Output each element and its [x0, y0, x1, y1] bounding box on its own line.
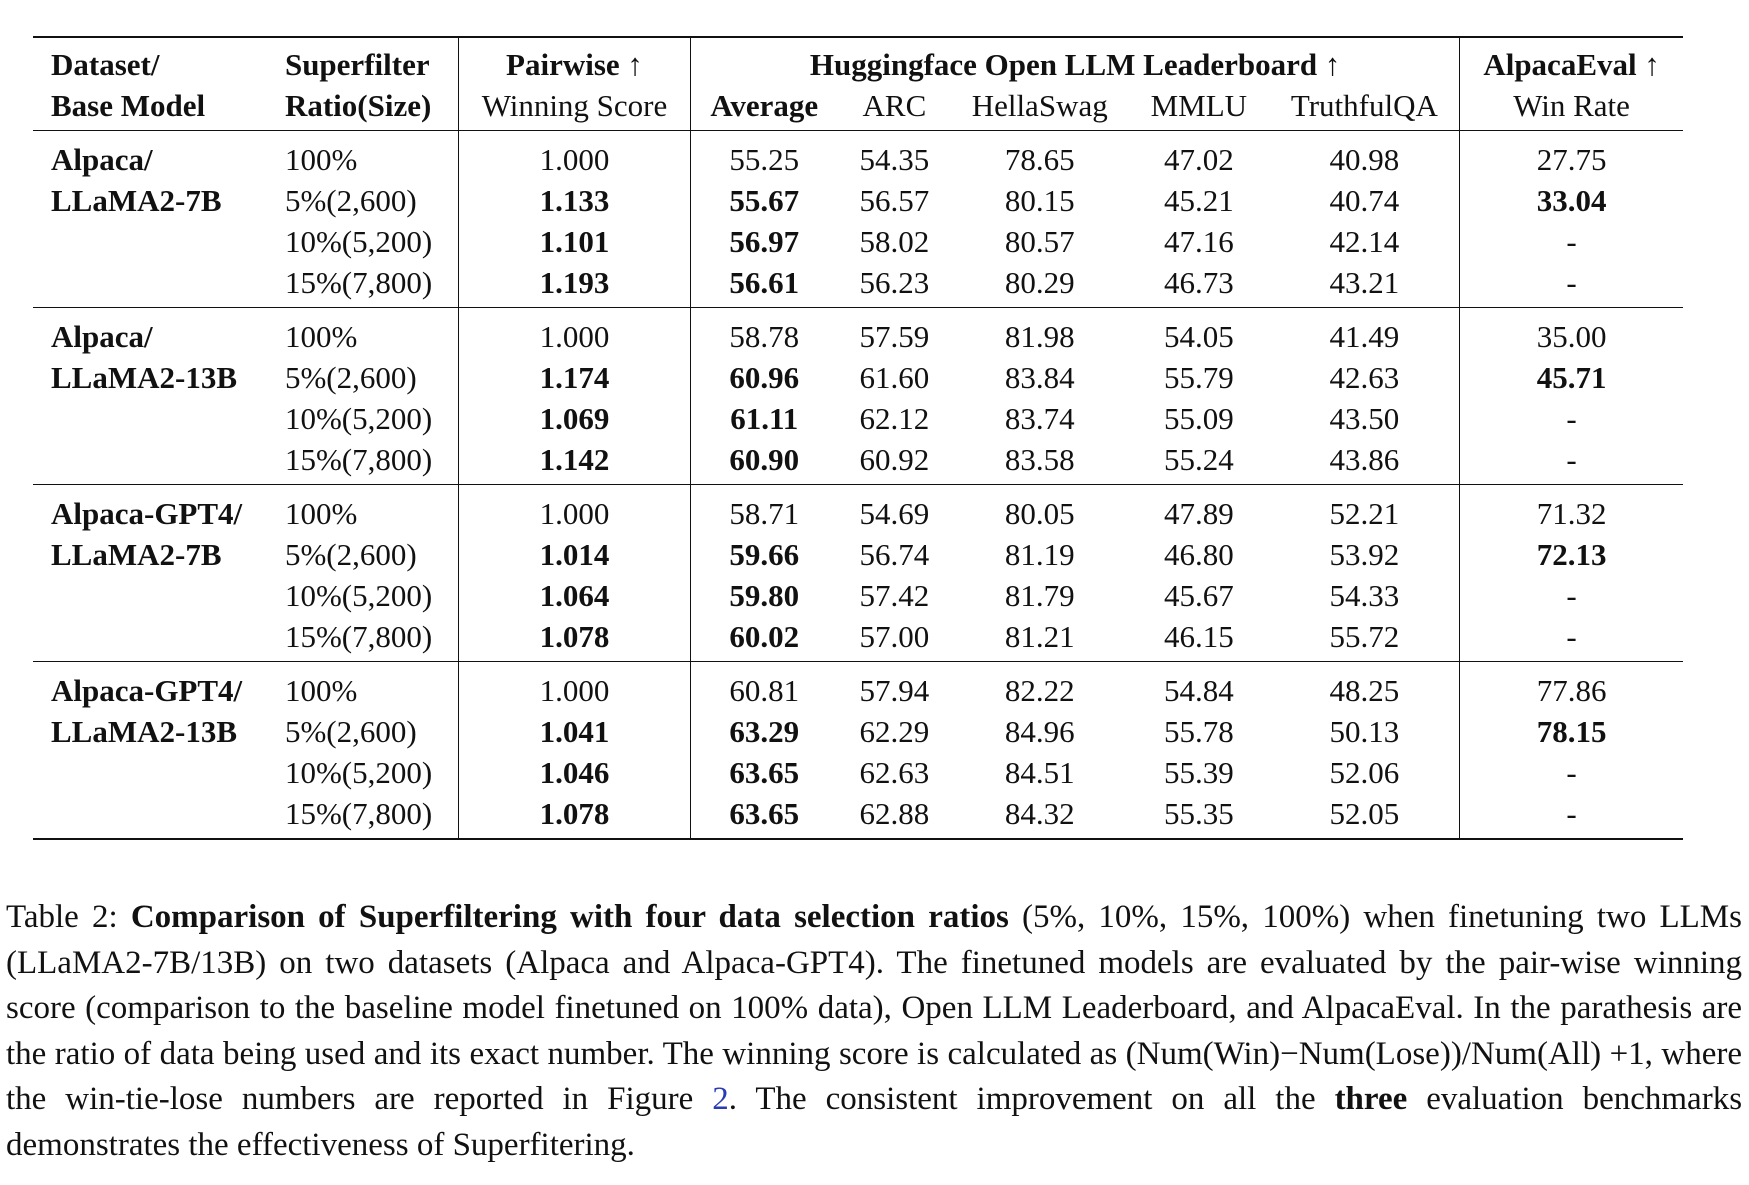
table-row [33, 752, 1683, 793]
header-alpacaeval: AlpacaEval ↑ [1460, 37, 1683, 85]
caption-label: Table 2: [6, 899, 118, 935]
cell-dataset-model [33, 221, 285, 262]
cell-hellaswag: 80.57 [1004, 224, 1075, 259]
cell-win-rate: - [1460, 398, 1683, 439]
table-row [33, 534, 1683, 575]
cell-truthfulqa: 43.21 [1329, 265, 1400, 300]
cell-pairwise: 1.041 [458, 711, 690, 752]
cell-average: 59.66 [691, 534, 838, 575]
cell-ratio: 5%(2,600) [284, 183, 417, 218]
caption-title: Comparison of Superfiltering with four data selection ratios [130, 899, 1009, 935]
cell-ratio: 10%(5,200) [284, 578, 433, 613]
cell-hellaswag: 84.51 [1004, 755, 1075, 790]
cell-truthfulqa: 52.21 [1329, 496, 1400, 531]
cell-average: 63.65 [691, 793, 838, 839]
cell-arc: 57.42 [859, 578, 930, 613]
header-dataset: Dataset/ [51, 47, 160, 82]
cell-truthfulqa: 52.05 [1329, 796, 1400, 831]
cell-win-rate: 33.04 [1460, 180, 1683, 221]
table-row [33, 793, 1683, 839]
cell-truthfulqa: 42.63 [1329, 360, 1400, 395]
cell-win-rate: 45.71 [1460, 357, 1683, 398]
cell-win-rate: - [1460, 221, 1683, 262]
table-row [33, 131, 1683, 181]
cell-win-rate: 72.13 [1460, 534, 1683, 575]
caption-text-3: evaluation benchmarks demonstrates the effectiveness of Superfitering. [6, 1081, 1743, 1163]
cell-pairwise: 1.133 [458, 180, 690, 221]
cell-truthfulqa: 42.14 [1329, 224, 1400, 259]
cell-dataset-model [33, 439, 285, 485]
cell-arc: 56.74 [859, 537, 930, 572]
table-row [33, 398, 1683, 439]
cell-average: 60.96 [691, 357, 838, 398]
cell-average: 56.61 [691, 262, 838, 308]
cell-win-rate: - [1460, 752, 1683, 793]
cell-pairwise: 1.174 [458, 357, 690, 398]
cell-dataset-model: Alpaca/ [51, 142, 153, 177]
cell-truthfulqa: 48.25 [1329, 673, 1400, 708]
cell-hellaswag: 81.19 [1004, 537, 1075, 572]
cell-dataset-model: LLaMA2-13B [51, 714, 237, 749]
cell-mmlu: 47.89 [1163, 496, 1234, 531]
cell-ratio: 15%(7,800) [284, 796, 433, 831]
cell-ratio: 100% [284, 142, 358, 177]
cell-average: 63.29 [691, 711, 838, 752]
header-base-model: Base Model [51, 88, 206, 123]
table-row [33, 575, 1683, 616]
cell-pairwise: 1.193 [458, 262, 690, 308]
cell-truthfulqa: 55.72 [1329, 619, 1400, 654]
header-average: Average [691, 85, 838, 131]
cell-hellaswag: 80.29 [1004, 265, 1075, 300]
table-row [33, 439, 1683, 485]
cell-dataset-model: LLaMA2-13B [51, 360, 237, 395]
cell-mmlu: 46.73 [1163, 265, 1234, 300]
cell-dataset-model: Alpaca/ [51, 319, 153, 354]
cell-pairwise: 1.000 [458, 662, 690, 712]
cell-mmlu: 55.24 [1163, 442, 1234, 477]
header-row-1 [33, 37, 1683, 85]
cell-ratio: 10%(5,200) [284, 224, 433, 259]
table-row [33, 662, 1683, 712]
cell-hellaswag: 81.79 [1004, 578, 1075, 613]
cell-hellaswag: 83.84 [1004, 360, 1075, 395]
cell-win-rate: 77.86 [1460, 662, 1683, 712]
header-arc: ARC [862, 88, 927, 123]
table-row [33, 262, 1683, 308]
cell-win-rate: 71.32 [1460, 485, 1683, 535]
cell-arc: 57.59 [859, 319, 930, 354]
cell-ratio: 15%(7,800) [284, 265, 433, 300]
cell-arc: 60.92 [859, 442, 930, 477]
cell-pairwise: 1.000 [458, 485, 690, 535]
cell-arc: 62.88 [859, 796, 930, 831]
cell-dataset-model: Alpaca-GPT4/ [51, 673, 243, 708]
cell-pairwise: 1.000 [458, 131, 690, 181]
cell-win-rate: 78.15 [1460, 711, 1683, 752]
cell-truthfulqa: 41.49 [1329, 319, 1400, 354]
cell-mmlu: 55.78 [1163, 714, 1234, 749]
cell-pairwise: 1.142 [458, 439, 690, 485]
cell-mmlu: 47.16 [1163, 224, 1234, 259]
cell-average: 55.25 [691, 131, 838, 181]
cell-arc: 62.63 [859, 755, 930, 790]
cell-hellaswag: 84.32 [1004, 796, 1075, 831]
cell-mmlu: 55.79 [1163, 360, 1234, 395]
cell-ratio: 10%(5,200) [284, 401, 433, 436]
cell-arc: 54.35 [859, 142, 930, 177]
cell-win-rate: - [1460, 262, 1683, 308]
caption-text-2: . The consistent improvement on all the [728, 1081, 1316, 1117]
cell-arc: 61.60 [859, 360, 930, 395]
results-table-container [33, 36, 1683, 840]
cell-dataset-model [33, 575, 285, 616]
cell-arc: 56.57 [859, 183, 930, 218]
cell-average: 60.02 [691, 616, 838, 662]
cell-hellaswag: 84.96 [1004, 714, 1075, 749]
cell-arc: 62.29 [859, 714, 930, 749]
cell-dataset-model: LLaMA2-7B [51, 537, 222, 572]
cell-mmlu: 54.84 [1163, 673, 1234, 708]
cell-truthfulqa: 40.98 [1329, 142, 1400, 177]
cell-hellaswag: 81.98 [1004, 319, 1075, 354]
cell-mmlu: 55.35 [1163, 796, 1234, 831]
cell-mmlu: 46.80 [1163, 537, 1234, 572]
cell-pairwise: 1.064 [458, 575, 690, 616]
cell-mmlu: 47.02 [1163, 142, 1234, 177]
caption-figure-link[interactable]: 2 [712, 1081, 729, 1117]
cell-dataset-model [33, 752, 285, 793]
cell-arc: 62.12 [859, 401, 930, 436]
cell-arc: 54.69 [859, 496, 930, 531]
cell-pairwise: 1.078 [458, 616, 690, 662]
cell-ratio: 5%(2,600) [284, 360, 417, 395]
cell-hellaswag: 82.22 [1004, 673, 1075, 708]
cell-average: 60.90 [691, 439, 838, 485]
cell-ratio: 10%(5,200) [284, 755, 433, 790]
cell-pairwise: 1.000 [458, 308, 690, 358]
results-table [33, 36, 1683, 840]
cell-truthfulqa: 43.50 [1329, 401, 1400, 436]
cell-hellaswag: 81.21 [1004, 619, 1075, 654]
header-hellaswag: HellaSwag [971, 88, 1108, 123]
cell-pairwise: 1.078 [458, 793, 690, 839]
cell-hellaswag: 80.15 [1004, 183, 1075, 218]
cell-win-rate: - [1460, 793, 1683, 839]
cell-mmlu: 55.09 [1163, 401, 1234, 436]
cell-average: 60.81 [691, 662, 838, 712]
cell-dataset-model [33, 398, 285, 439]
cell-truthfulqa: 54.33 [1329, 578, 1400, 613]
cell-mmlu: 45.21 [1163, 183, 1234, 218]
cell-dataset-model: Alpaca-GPT4/ [51, 496, 243, 531]
cell-mmlu: 46.15 [1163, 619, 1234, 654]
cell-win-rate: 27.75 [1460, 131, 1683, 181]
cell-win-rate: - [1460, 575, 1683, 616]
cell-hellaswag: 80.05 [1004, 496, 1075, 531]
cell-ratio: 100% [284, 496, 358, 531]
cell-hellaswag: 83.74 [1004, 401, 1075, 436]
header-truthfulqa: TruthfulQA [1290, 88, 1438, 123]
table-row [33, 357, 1683, 398]
header-winning-score: Winning Score [458, 85, 690, 131]
table-row [33, 485, 1683, 535]
header-row-2 [33, 85, 1683, 131]
cell-arc: 57.94 [859, 673, 930, 708]
cell-win-rate: - [1460, 616, 1683, 662]
cell-average: 61.11 [691, 398, 838, 439]
cell-win-rate: - [1460, 439, 1683, 485]
cell-dataset-model: LLaMA2-7B [51, 183, 222, 218]
cell-dataset-model [33, 793, 285, 839]
cell-ratio: 15%(7,800) [284, 442, 433, 477]
cell-pairwise: 1.046 [458, 752, 690, 793]
table-caption [6, 895, 1742, 1168]
cell-arc: 57.00 [859, 619, 930, 654]
table-row [33, 616, 1683, 662]
cell-mmlu: 54.05 [1163, 319, 1234, 354]
cell-hellaswag: 78.65 [1004, 142, 1075, 177]
cell-ratio: 100% [284, 319, 358, 354]
header-win-rate: Win Rate [1460, 85, 1683, 131]
cell-hellaswag: 83.58 [1004, 442, 1075, 477]
cell-average: 55.67 [691, 180, 838, 221]
cell-truthfulqa: 43.86 [1329, 442, 1400, 477]
table-row [33, 308, 1683, 358]
cell-truthfulqa: 40.74 [1329, 183, 1400, 218]
cell-pairwise: 1.069 [458, 398, 690, 439]
cell-ratio: 100% [284, 673, 358, 708]
results-body [33, 131, 1683, 840]
cell-ratio: 15%(7,800) [284, 619, 433, 654]
cell-dataset-model [33, 616, 285, 662]
cell-average: 59.80 [691, 575, 838, 616]
cell-average: 63.65 [691, 752, 838, 793]
cell-arc: 58.02 [859, 224, 930, 259]
header-ratio-size: Ratio(Size) [284, 88, 432, 123]
table-row [33, 180, 1683, 221]
cell-arc: 56.23 [859, 265, 930, 300]
cell-average: 58.71 [691, 485, 838, 535]
cell-ratio: 5%(2,600) [284, 714, 417, 749]
cell-win-rate: 35.00 [1460, 308, 1683, 358]
header-pairwise: Pairwise ↑ [458, 37, 690, 85]
header-superfilter: Superfilter [284, 47, 430, 82]
cell-ratio: 5%(2,600) [284, 537, 417, 572]
header-hf-group: Huggingface Open LLM Leaderboard ↑ [691, 37, 1460, 85]
cell-average: 56.97 [691, 221, 838, 262]
table-row [33, 711, 1683, 752]
cell-truthfulqa: 53.92 [1329, 537, 1400, 572]
cell-truthfulqa: 52.06 [1329, 755, 1400, 790]
cell-mmlu: 45.67 [1163, 578, 1234, 613]
caption-text-1: (5%, 10%, 15%, 100%) when finetuning two LLMs (LLaMA2-7B/13B) on two datasets (Alpaca and Alpaca-GPT4). The finetuned models are evaluated by the pair-wise winning score (comparison to the baseline model finetuned on 100% data), Open LLM Leaderboard, and AlpacaEval. In the parathesis are the ratio of data being used and its exact number. The winning score is calculated as (Num(Win)−Num(Lose))/Num(All) +1, where the win-tie-lose numbers are reported in Figure [6, 899, 1742, 1117]
header-mmlu: MMLU [1150, 88, 1248, 123]
cell-pairwise: 1.101 [458, 221, 690, 262]
cell-mmlu: 55.39 [1163, 755, 1234, 790]
cell-truthfulqa: 50.13 [1329, 714, 1400, 749]
table-row [33, 221, 1683, 262]
cell-dataset-model [33, 262, 285, 308]
cell-average: 58.78 [691, 308, 838, 358]
cell-pairwise: 1.014 [458, 534, 690, 575]
caption-bold-word: three [1334, 1081, 1408, 1117]
